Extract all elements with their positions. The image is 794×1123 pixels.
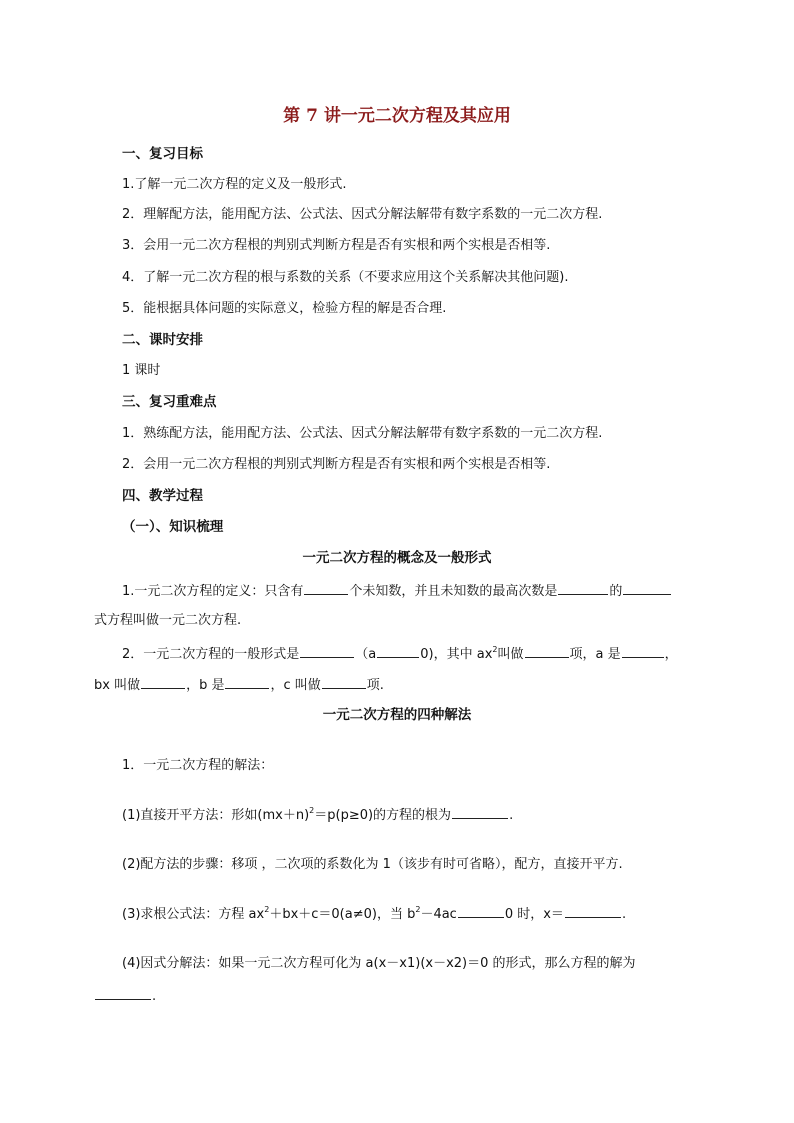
fill-blank (377, 645, 419, 658)
fill-blank (95, 987, 151, 1000)
superscript: 2 (492, 645, 498, 654)
method-text: ＝p(p≥0)的方程的根为 (314, 808, 452, 823)
difficulty-heading: 三、复习重难点 (122, 394, 217, 410)
method-4: (4)因式分解法：如果一元二次方程可化为 a(x－x1)(x－x2)＝0 的形式，那么方程的解为 (122, 956, 636, 971)
fill-blank (558, 582, 608, 595)
schedule-heading: 二、课时安排 (122, 332, 203, 348)
concept-line-1 (122, 582, 794, 601)
method-text: －4ac (420, 907, 457, 922)
concept-text: ， (664, 647, 678, 662)
methods-title: 一元二次方程的四种解法 (322, 707, 472, 723)
goal-item: 4．了解一元二次方程的根与系数的关系（不要求应用这个关系解决其他问题). (122, 270, 569, 285)
concept-text: （a (355, 647, 377, 662)
fill-blank (525, 645, 569, 658)
method-3 (122, 905, 794, 924)
fill-blank (623, 582, 671, 595)
concept-text: 项，a 是 (569, 647, 621, 662)
superscript: 2 (415, 905, 421, 914)
method-1 (122, 806, 794, 825)
concept-text: 叫做 (497, 647, 524, 662)
method-text: (3)求根公式法：方程 ax (122, 907, 265, 922)
fill-blank (452, 806, 508, 819)
concept-text: bx 叫做 (94, 678, 141, 693)
method-text: (1)直接开平方法：形如(mx＋n) (122, 808, 310, 823)
method-text: 0 时，x＝ (504, 907, 564, 922)
fill-blank (322, 676, 366, 689)
page-title: 第 7 讲一元二次方程及其应用 (283, 106, 511, 126)
superscript: 2 (264, 905, 270, 914)
goal-item: 5．能根据具体问题的实际意义，检验方程的解是否合理. (122, 301, 447, 316)
concept-text: 1.一元二次方程的定义：只含有 (122, 584, 304, 599)
methods-intro: 1．一元二次方程的解法： (122, 758, 274, 773)
concept-text: 的 (609, 584, 623, 599)
schedule-text: 1 课时 (122, 363, 161, 378)
fill-blank (300, 645, 354, 658)
fill-blank (304, 582, 348, 595)
process-heading: 四、教学过程 (122, 488, 203, 504)
concept-line-4 (94, 676, 794, 695)
method-text: . (152, 989, 157, 1004)
concept-title: 一元二次方程的概念及一般形式 (302, 550, 492, 566)
goals-heading: 一、复习目标 (122, 146, 203, 162)
concept-line-3 (122, 645, 794, 664)
method-text: ＋bx＋c＝0(a≠0)，当 b (269, 907, 416, 922)
fill-blank (458, 905, 504, 918)
sub-heading: （一）、知识梳理 (122, 519, 224, 535)
superscript: 2 (309, 806, 315, 815)
concept-text: ，c 叫做 (270, 678, 321, 693)
method-text: . (509, 808, 514, 823)
goal-item: 1.了解一元二次方程的定义及一般形式. (122, 177, 347, 192)
difficulty-item: 1．熟练配方法，能用配方法、公式法、因式分解法解带有数字系数的一元二次方程. (122, 426, 603, 441)
method-4-answer (94, 987, 794, 1006)
fill-blank (225, 676, 269, 689)
method-2: (2)配方法的步骤：移项 ，二次项的系数化为 1（该步有时可省略），配方，直接开平方. (122, 857, 623, 872)
fill-blank (565, 905, 621, 918)
fill-blank (622, 645, 664, 658)
method-text: . (621, 907, 627, 922)
concept-line-2: 式方程叫做一元二次方程. (94, 613, 242, 628)
concept-text: ，b 是 (186, 678, 225, 693)
concept-text: 项. (366, 678, 384, 693)
difficulty-item: 2．会用一元二次方程根的判别式判断方程是否有实根和两个实根是否相等. (122, 457, 551, 472)
goal-item: 2．理解配方法，能用配方法、公式法、因式分解法解带有数字系数的一元二次方程. (122, 207, 603, 222)
fill-blank (141, 676, 185, 689)
concept-text: 个未知数，并且未知数的最高次数是 (349, 584, 558, 599)
goal-item: 3．会用一元二次方程根的判别式判断方程是否有实根和两个实根是否相等. (122, 238, 551, 253)
concept-text: 0)，其中 ax (420, 647, 493, 662)
concept-text: 2．一元二次方程的一般形式是 (122, 647, 300, 662)
